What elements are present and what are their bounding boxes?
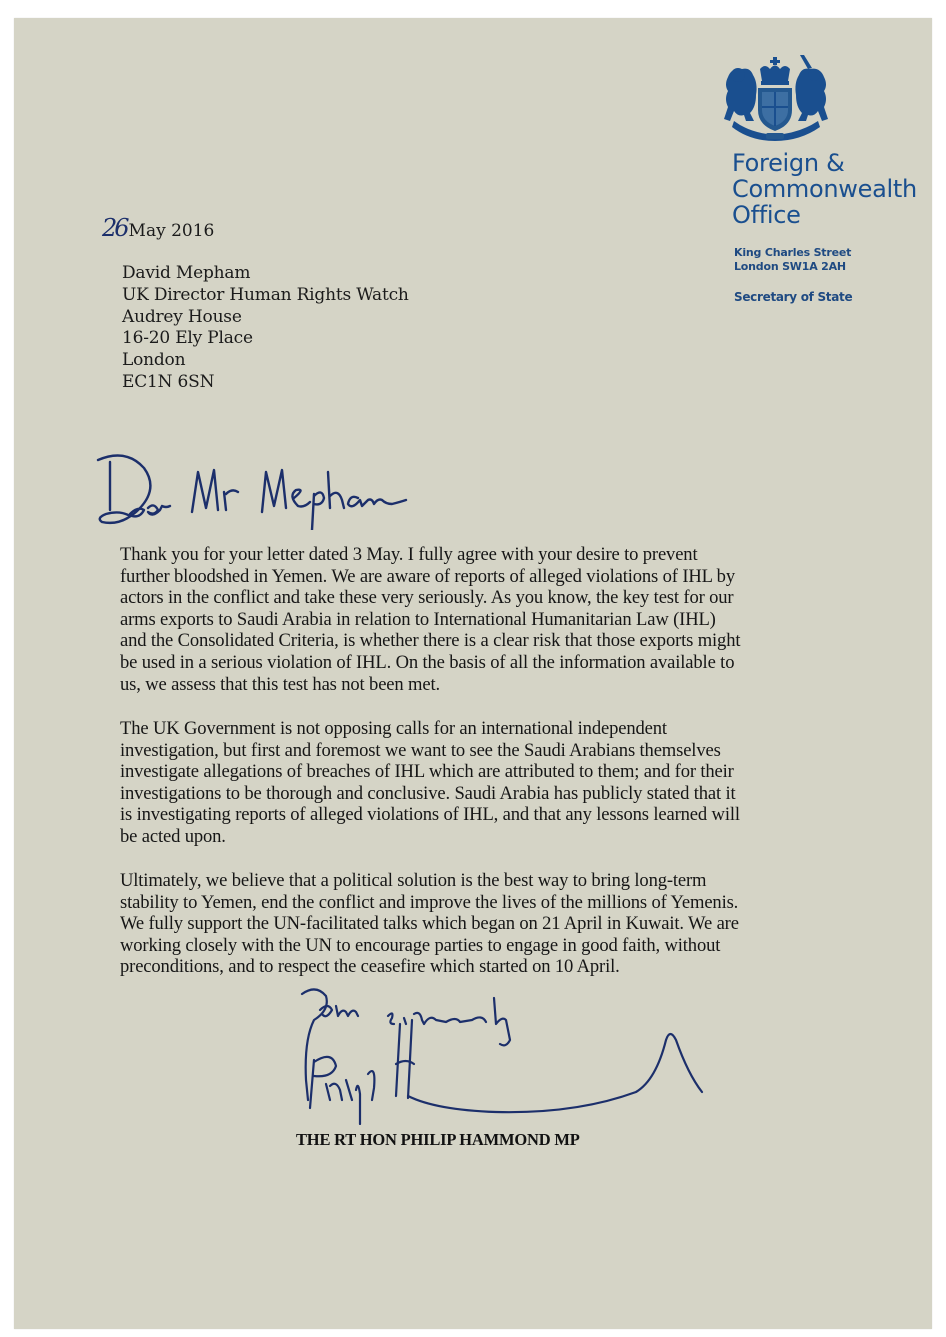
paragraph-line: stability to Yemen, end the conflict and improve the lives of the millions of Yemenis. — [120, 891, 739, 913]
recipient-line: UK Director Human Rights Watch — [122, 284, 409, 305]
paragraph-line: be used in a serious violation of IHL. On the basis of all the information available to — [120, 651, 735, 673]
department-address — [734, 246, 851, 274]
letter-page — [14, 18, 932, 1329]
paragraph-line: and the Consolidated Criteria, is whether there is a clear risk that those exports might — [120, 630, 741, 652]
body-paragraph-1 — [120, 544, 840, 695]
address-line: King Charles Street — [734, 246, 852, 259]
letter-date — [102, 214, 214, 242]
address-line: London SW1A 2AH — [734, 260, 846, 273]
department-name-line: Office — [732, 201, 801, 229]
department-name — [732, 150, 917, 228]
body-paragraph-3 — [120, 870, 840, 978]
paragraph-line: We fully support the UN-facilitated talks which began on 21 April in Kuwait. We are — [120, 913, 739, 935]
recipient-line: David Mepham — [122, 263, 251, 283]
paragraph-line: working closely with the UN to encourage parties to engage in good faith, without — [120, 934, 721, 956]
department-name-line: Foreign & — [732, 149, 845, 177]
paragraph-line: arms exports to Saudi Arabia in relation to International Humanitarian Law (IHL) — [120, 608, 716, 630]
handwritten-day: 26 — [102, 214, 127, 242]
paragraph-line: investigation, but first and foremost we want to see the Saudi Arabians themselves — [120, 739, 721, 761]
recipient-address-block — [122, 263, 409, 394]
paragraph-line: us, we assess that this test has not been met. — [120, 673, 440, 695]
body-paragraph-2 — [120, 718, 840, 848]
recipient-line: EC1N 6SN — [122, 371, 215, 392]
paragraph-line: Thank you for your letter dated 3 May. I fully agree with your desire to prevent — [120, 544, 698, 565]
paragraph-line: preconditions, and to respect the ceasefire which started on 10 April. — [120, 956, 620, 978]
recipient-line: 16-20 Ely Place — [122, 328, 253, 349]
paragraph-line: is investigating reports of alleged violations of IHL, and that any lessons learned will — [120, 804, 740, 826]
recipient-line: Audrey House — [122, 306, 242, 327]
department-name-line: Commonwealth — [732, 175, 917, 203]
paragraph-line: be acted upon. — [120, 825, 226, 847]
paragraph-line: investigate allegations of breaches of IHL which are attributed to them; and for their — [120, 761, 734, 783]
signatory-name: THE RT HON PHILIP HAMMOND MP — [296, 1130, 580, 1149]
paragraph-line: actors in the conflict and take these very seriously. As you know, the key test for our — [120, 587, 734, 609]
printed-date: May 2016 — [128, 221, 215, 241]
paragraph-line: Ultimately, we believe that a political solution is the best way to bring long-term — [120, 870, 707, 891]
paragraph-line: The UK Government is not opposing calls for an international independent — [120, 718, 667, 739]
royal-coat-of-arms-icon — [720, 55, 832, 143]
recipient-line: London — [122, 350, 186, 371]
paragraph-line: further bloodshed in Yemen. We are aware of reports of alleged violations of IHL by — [120, 565, 735, 587]
paragraph-line: investigations to be thorough and conclusive. Saudi Arabia has publicly stated that it — [120, 782, 736, 804]
sender-role: Secretary of State — [734, 290, 853, 304]
handwritten-signature — [296, 980, 706, 1125]
handwritten-salutation — [96, 450, 436, 530]
